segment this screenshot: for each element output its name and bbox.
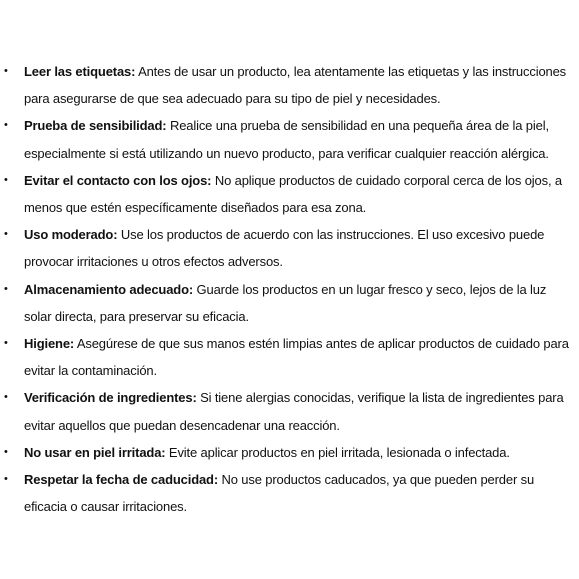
item-text: Evite aplicar productos en piel irritada, lesionada o infectada.: [168, 444, 510, 460]
bullet-icon: •: [4, 65, 8, 77]
item-text: Realice una prueba de sensibilidad en una pequeña área de la piel, especialmente si está utilizando un nuevo producto, para verificar cualquier reacción alérgica.: [24, 118, 549, 161]
bullet-icon: •: [4, 473, 8, 486]
list-item-higiene: [0, 330, 579, 384]
list-item-uso-moderado: [0, 221, 579, 275]
item-title: Uso moderado:: [24, 227, 118, 243]
item-title: Evitar el contacto con los ojos:: [24, 172, 212, 188]
list-item-fecha-caducidad: [0, 466, 579, 520]
item-title: Higiene:: [24, 336, 75, 352]
list-item-prueba-sensibilidad: [0, 112, 579, 166]
item-text: Guarde los productos en un lugar fresco y seco, lejos de la luz solar directa, para preservar su eficacia.: [24, 281, 547, 324]
item-text: No aplique productos de cuidado corporal cerca de los ojos, a menos que estén específicamente diseñados para esa zona.: [24, 172, 562, 216]
item-title: Leer las etiquetas:: [24, 64, 136, 79]
item-text: Si tiene alergias conocidas, verifique la lista de ingredientes para evitar aquellos que puedan desencadenar una reacción.: [24, 390, 564, 433]
item-text: No use productos caducados, ya que pueden perder su eficacia o causar irritaciones.: [24, 472, 535, 515]
bullet-icon: •: [4, 173, 8, 186]
item-title: Verificación de ingredientes:: [24, 390, 197, 406]
bullet-icon: •: [4, 119, 8, 132]
list-item-piel-irritada: [0, 439, 579, 466]
list-item-leer-etiquetas: [0, 58, 579, 112]
document-body: [0, 58, 579, 520]
bullet-icon: •: [4, 445, 8, 458]
bullet-icon: •: [4, 228, 8, 241]
item-title: No usar en piel irritada:: [24, 444, 166, 460]
item-text: Asegúrese de que sus manos estén limpias antes de aplicar productos de cuidado para evitar la contaminación.: [24, 336, 569, 379]
item-title: Almacenamiento adecuado:: [24, 281, 194, 297]
list-item-almacenamiento: [0, 276, 579, 330]
bullet-icon: •: [4, 282, 8, 295]
bullet-icon: •: [4, 337, 8, 350]
list-item-evitar-ojos: [0, 167, 579, 221]
item-text: Use los productos de acuerdo con las instrucciones. El uso excesivo puede provocar irritaciones u otros efectos adversos.: [24, 227, 545, 270]
safety-tips-list: [0, 58, 579, 520]
item-title: Prueba de sensibilidad:: [24, 118, 167, 134]
item-text: Antes de usar un producto, lea atentamente las etiquetas y las instrucciones para asegurarse de que sea adecuado para su tipo de piel y necesidades.: [24, 64, 567, 107]
bullet-icon: •: [4, 391, 8, 404]
list-item-verificacion-ingredientes: [0, 384, 579, 438]
item-title: Respetar la fecha de caducidad:: [24, 472, 219, 488]
